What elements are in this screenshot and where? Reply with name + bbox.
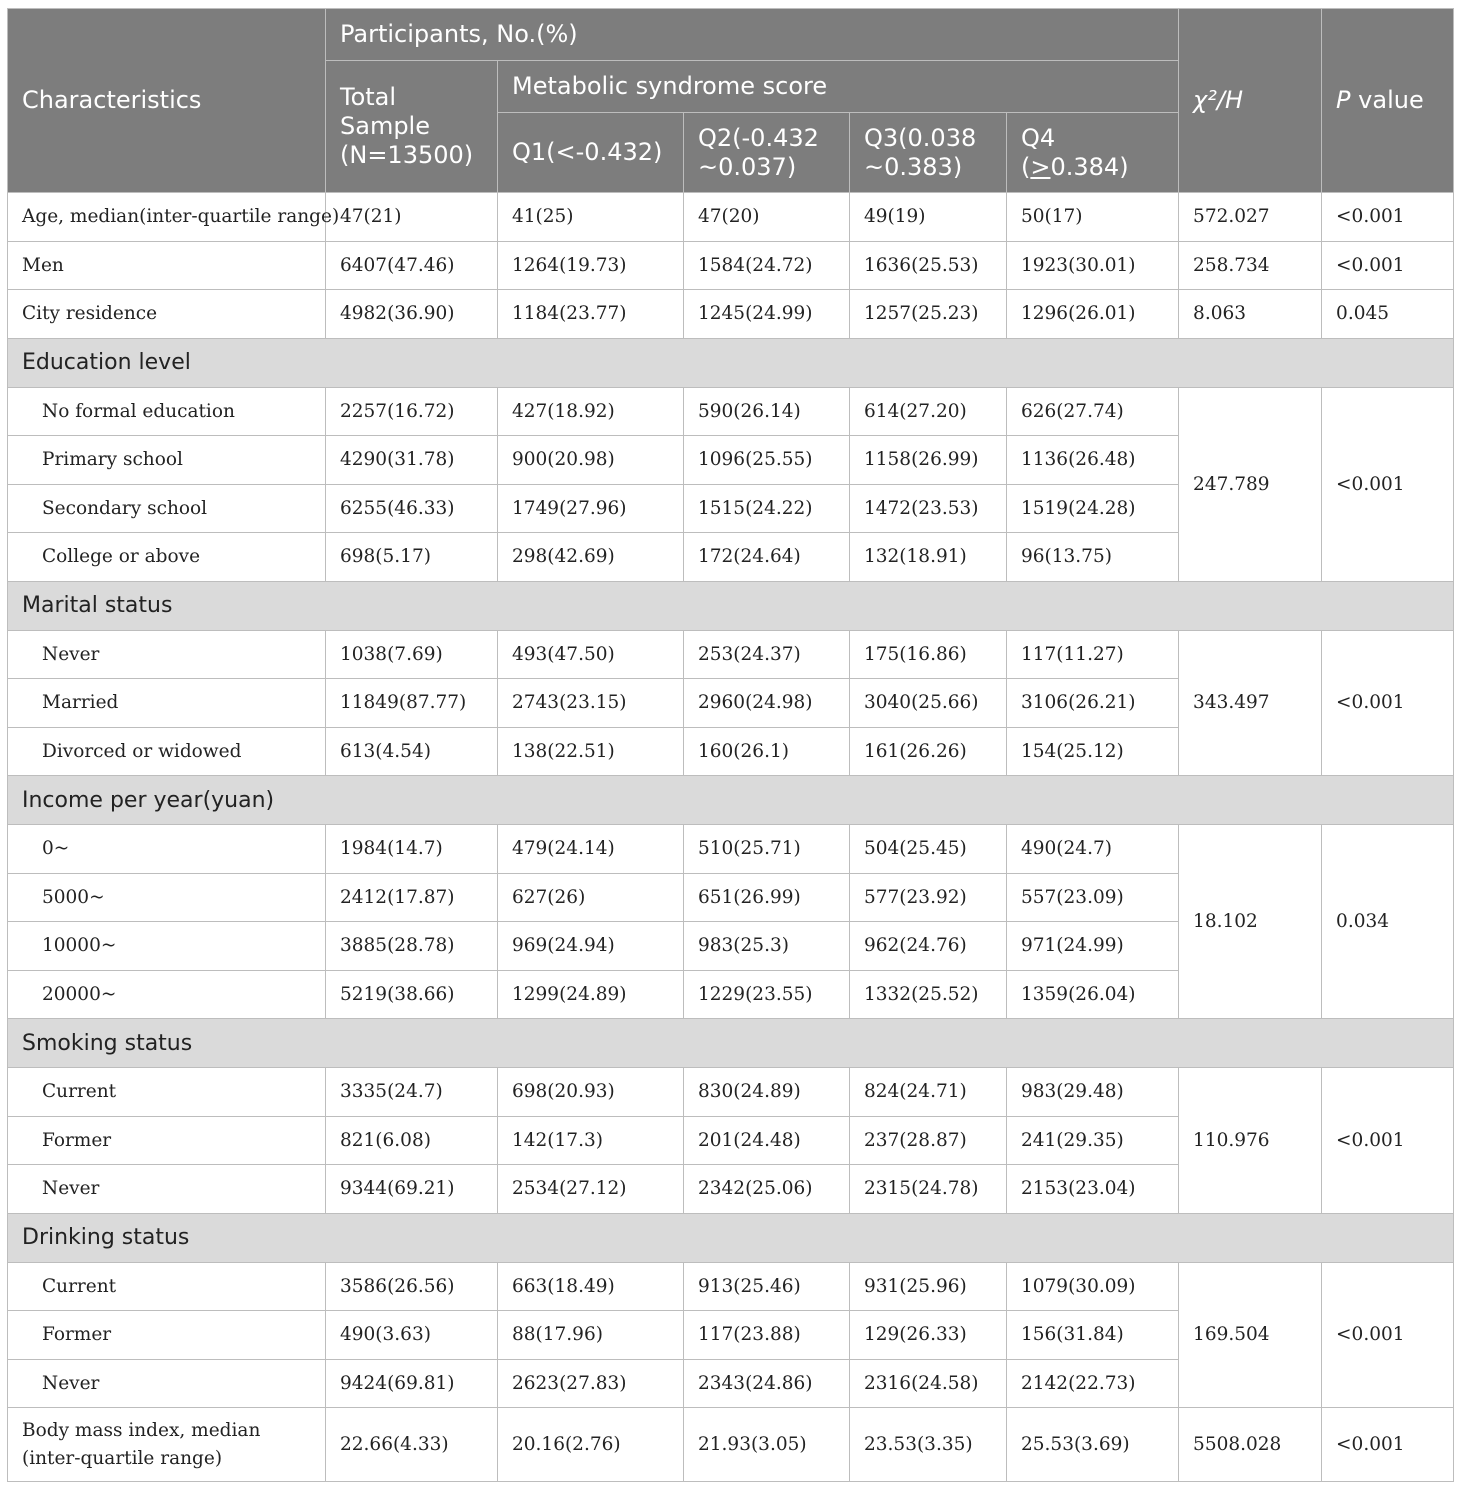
cell-total: 5219(38.66) — [326, 970, 498, 1019]
cell-total: 3335(24.7) — [326, 1068, 498, 1117]
cell-total: 4290(31.78) — [326, 436, 498, 485]
cell-q2: 1229(23.55) — [684, 970, 850, 1019]
cell-total: 9344(69.21) — [326, 1165, 498, 1214]
cell-p: <0.001 — [1322, 1262, 1454, 1408]
cell-q3: 129(26.33) — [850, 1311, 1007, 1360]
cell-q3: 2316(24.58) — [850, 1359, 1007, 1408]
cell-q1: 20.16(2.76) — [498, 1408, 684, 1482]
cell-total: 2257(16.72) — [326, 387, 498, 436]
cell-q3: 504(25.45) — [850, 825, 1007, 874]
cell-q3: 614(27.20) — [850, 387, 1007, 436]
cell-q4: 2153(23.04) — [1007, 1165, 1179, 1214]
cell-total: 613(4.54) — [326, 727, 498, 776]
cell-q4: 490(24.7) — [1007, 825, 1179, 874]
cell-q2: 47(20) — [684, 193, 850, 242]
table-row — [8, 241, 1454, 290]
row-label: Age, median(inter-quartile range) — [8, 193, 326, 242]
cell-q4: 241(29.35) — [1007, 1116, 1179, 1165]
cell-q3: 577(23.92) — [850, 873, 1007, 922]
section-title: Smoking status — [8, 1019, 1454, 1068]
row-label: 0~ — [8, 825, 326, 874]
header-total-sample: Total Sample (N=13500) — [326, 61, 498, 193]
table-row — [8, 1068, 1454, 1117]
cell-q3: 2315(24.78) — [850, 1165, 1007, 1214]
cell-total: 9424(69.81) — [326, 1359, 498, 1408]
cell-q4: 1519(24.28) — [1007, 484, 1179, 533]
cell-p: 0.045 — [1322, 290, 1454, 339]
cell-q2: 1096(25.55) — [684, 436, 850, 485]
cell-q2: 830(24.89) — [684, 1068, 850, 1117]
header-participants: Participants, No.(%) — [326, 9, 1179, 61]
cell-q2: 160(26.1) — [684, 727, 850, 776]
cell-chi: 247.789 — [1179, 387, 1322, 581]
header-q3: Q3(0.038 ~0.383) — [850, 113, 1007, 193]
cell-p: 0.034 — [1322, 825, 1454, 1019]
cell-q2: 1245(24.99) — [684, 290, 850, 339]
row-label: Never — [8, 630, 326, 679]
cell-q3: 49(19) — [850, 193, 1007, 242]
section-title: Income per year(yuan) — [8, 776, 1454, 825]
cell-q1: 1264(19.73) — [498, 241, 684, 290]
cell-q2: 21.93(3.05) — [684, 1408, 850, 1482]
cell-p: <0.001 — [1322, 387, 1454, 581]
cell-q2: 201(24.48) — [684, 1116, 850, 1165]
cell-q2: 117(23.88) — [684, 1311, 850, 1360]
cell-q1: 493(47.50) — [498, 630, 684, 679]
header-characteristics: Characteristics — [8, 9, 326, 193]
header-chi-square: χ²/H — [1179, 9, 1322, 193]
cell-q2: 913(25.46) — [684, 1262, 850, 1311]
cell-total: 4982(36.90) — [326, 290, 498, 339]
cell-q2: 2343(24.86) — [684, 1359, 850, 1408]
header-q4: Q4 (>0.384) — [1007, 113, 1179, 193]
cell-q3: 237(28.87) — [850, 1116, 1007, 1165]
cell-total: 6407(47.46) — [326, 241, 498, 290]
row-label: Body mass index, median (inter-quartile range) — [8, 1408, 326, 1482]
cell-q2: 983(25.3) — [684, 922, 850, 971]
cell-q3: 962(24.76) — [850, 922, 1007, 971]
row-label: No formal education — [8, 387, 326, 436]
cell-q1: 1299(24.89) — [498, 970, 684, 1019]
cell-q2: 2342(25.06) — [684, 1165, 850, 1214]
section-title: Marital status — [8, 581, 1454, 630]
cell-q2: 253(24.37) — [684, 630, 850, 679]
cell-chi: 343.497 — [1179, 630, 1322, 776]
row-label: Current — [8, 1262, 326, 1311]
cell-chi: 18.102 — [1179, 825, 1322, 1019]
cell-p: <0.001 — [1322, 1408, 1454, 1482]
section-title: Drinking status — [8, 1213, 1454, 1262]
cell-q4: 1079(30.09) — [1007, 1262, 1179, 1311]
cell-q3: 3040(25.66) — [850, 679, 1007, 728]
cell-q4: 117(11.27) — [1007, 630, 1179, 679]
cell-q4: 983(29.48) — [1007, 1068, 1179, 1117]
cell-q2: 2960(24.98) — [684, 679, 850, 728]
table-row — [8, 193, 1454, 242]
cell-q1: 1749(27.96) — [498, 484, 684, 533]
row-label: College or above — [8, 533, 326, 582]
cell-total: 1984(14.7) — [326, 825, 498, 874]
cell-q4: 1359(26.04) — [1007, 970, 1179, 1019]
cell-total: 3885(28.78) — [326, 922, 498, 971]
cell-q1: 2623(27.83) — [498, 1359, 684, 1408]
cell-q3: 1158(26.99) — [850, 436, 1007, 485]
cell-q3: 23.53(3.35) — [850, 1408, 1007, 1482]
cell-p: <0.001 — [1322, 241, 1454, 290]
cell-total: 3586(26.56) — [326, 1262, 498, 1311]
table-row — [8, 1408, 1454, 1482]
cell-q2: 1515(24.22) — [684, 484, 850, 533]
table-row — [8, 290, 1454, 339]
cell-q3: 1472(23.53) — [850, 484, 1007, 533]
cell-q1: 41(25) — [498, 193, 684, 242]
cell-q2: 651(26.99) — [684, 873, 850, 922]
cell-q3: 824(24.71) — [850, 1068, 1007, 1117]
section-row — [8, 1213, 1454, 1262]
cell-total: 11849(87.77) — [326, 679, 498, 728]
cell-q4: 1923(30.01) — [1007, 241, 1179, 290]
cell-q1: 427(18.92) — [498, 387, 684, 436]
cell-q2: 1584(24.72) — [684, 241, 850, 290]
table-body — [8, 193, 1454, 1482]
cell-p: <0.001 — [1322, 630, 1454, 776]
cell-q1: 298(42.69) — [498, 533, 684, 582]
section-row — [8, 776, 1454, 825]
cell-q1: 479(24.14) — [498, 825, 684, 874]
section-row — [8, 338, 1454, 387]
row-label: 10000~ — [8, 922, 326, 971]
header-q1: Q1(<-0.432) — [498, 113, 684, 193]
section-row — [8, 581, 1454, 630]
cell-q4: 626(27.74) — [1007, 387, 1179, 436]
cell-q3: 175(16.86) — [850, 630, 1007, 679]
cell-chi: 169.504 — [1179, 1262, 1322, 1408]
cell-q1: 969(24.94) — [498, 922, 684, 971]
cell-q4: 557(23.09) — [1007, 873, 1179, 922]
row-label: 5000~ — [8, 873, 326, 922]
cell-q1: 88(17.96) — [498, 1311, 684, 1360]
cell-p: <0.001 — [1322, 1068, 1454, 1214]
cell-chi: 572.027 — [1179, 193, 1322, 242]
characteristics-table — [7, 8, 1454, 1482]
cell-q1: 142(17.3) — [498, 1116, 684, 1165]
cell-chi: 110.976 — [1179, 1068, 1322, 1214]
row-label: Secondary school — [8, 484, 326, 533]
cell-q3: 1332(25.52) — [850, 970, 1007, 1019]
cell-q3: 1636(25.53) — [850, 241, 1007, 290]
cell-q3: 161(26.26) — [850, 727, 1007, 776]
row-label: Former — [8, 1116, 326, 1165]
row-label: City residence — [8, 290, 326, 339]
row-label: Divorced or widowed — [8, 727, 326, 776]
cell-total: 1038(7.69) — [326, 630, 498, 679]
cell-total: 6255(46.33) — [326, 484, 498, 533]
row-label: Married — [8, 679, 326, 728]
table-row — [8, 630, 1454, 679]
cell-q1: 698(20.93) — [498, 1068, 684, 1117]
cell-q1: 627(26) — [498, 873, 684, 922]
cell-chi: 258.734 — [1179, 241, 1322, 290]
cell-q1: 1184(23.77) — [498, 290, 684, 339]
section-row — [8, 1019, 1454, 1068]
cell-q3: 132(18.91) — [850, 533, 1007, 582]
cell-q1: 663(18.49) — [498, 1262, 684, 1311]
cell-q4: 156(31.84) — [1007, 1311, 1179, 1360]
cell-q4: 96(13.75) — [1007, 533, 1179, 582]
cell-q2: 590(26.14) — [684, 387, 850, 436]
table-row — [8, 1262, 1454, 1311]
cell-total: 2412(17.87) — [326, 873, 498, 922]
cell-total: 821(6.08) — [326, 1116, 498, 1165]
cell-q4: 154(25.12) — [1007, 727, 1179, 776]
cell-total: 22.66(4.33) — [326, 1408, 498, 1482]
cell-p: <0.001 — [1322, 193, 1454, 242]
cell-q4: 1296(26.01) — [1007, 290, 1179, 339]
cell-chi: 5508.028 — [1179, 1408, 1322, 1482]
cell-q4: 50(17) — [1007, 193, 1179, 242]
row-label: Former — [8, 1311, 326, 1360]
cell-total: 490(3.63) — [326, 1311, 498, 1360]
row-label: Men — [8, 241, 326, 290]
cell-q4: 2142(22.73) — [1007, 1359, 1179, 1408]
cell-q2: 510(25.71) — [684, 825, 850, 874]
row-label: Never — [8, 1165, 326, 1214]
row-label: Never — [8, 1359, 326, 1408]
row-label: 20000~ — [8, 970, 326, 1019]
cell-q4: 1136(26.48) — [1007, 436, 1179, 485]
cell-q1: 900(20.98) — [498, 436, 684, 485]
cell-q3: 1257(25.23) — [850, 290, 1007, 339]
header-q2: Q2(-0.432 ~0.037) — [684, 113, 850, 193]
cell-total: 47(21) — [326, 193, 498, 242]
table-row — [8, 387, 1454, 436]
cell-chi: 8.063 — [1179, 290, 1322, 339]
cell-q4: 3106(26.21) — [1007, 679, 1179, 728]
cell-q4: 971(24.99) — [1007, 922, 1179, 971]
row-label: Primary school — [8, 436, 326, 485]
cell-total: 698(5.17) — [326, 533, 498, 582]
row-label: Current — [8, 1068, 326, 1117]
cell-q1: 138(22.51) — [498, 727, 684, 776]
cell-q1: 2743(23.15) — [498, 679, 684, 728]
cell-q2: 172(24.64) — [684, 533, 850, 582]
header-p-value: P value — [1322, 9, 1454, 193]
header-metabolic-score: Metabolic syndrome score — [498, 61, 1179, 113]
table-row — [8, 825, 1454, 874]
cell-q4: 25.53(3.69) — [1007, 1408, 1179, 1482]
cell-q1: 2534(27.12) — [498, 1165, 684, 1214]
cell-q3: 931(25.96) — [850, 1262, 1007, 1311]
section-title: Education level — [8, 338, 1454, 387]
